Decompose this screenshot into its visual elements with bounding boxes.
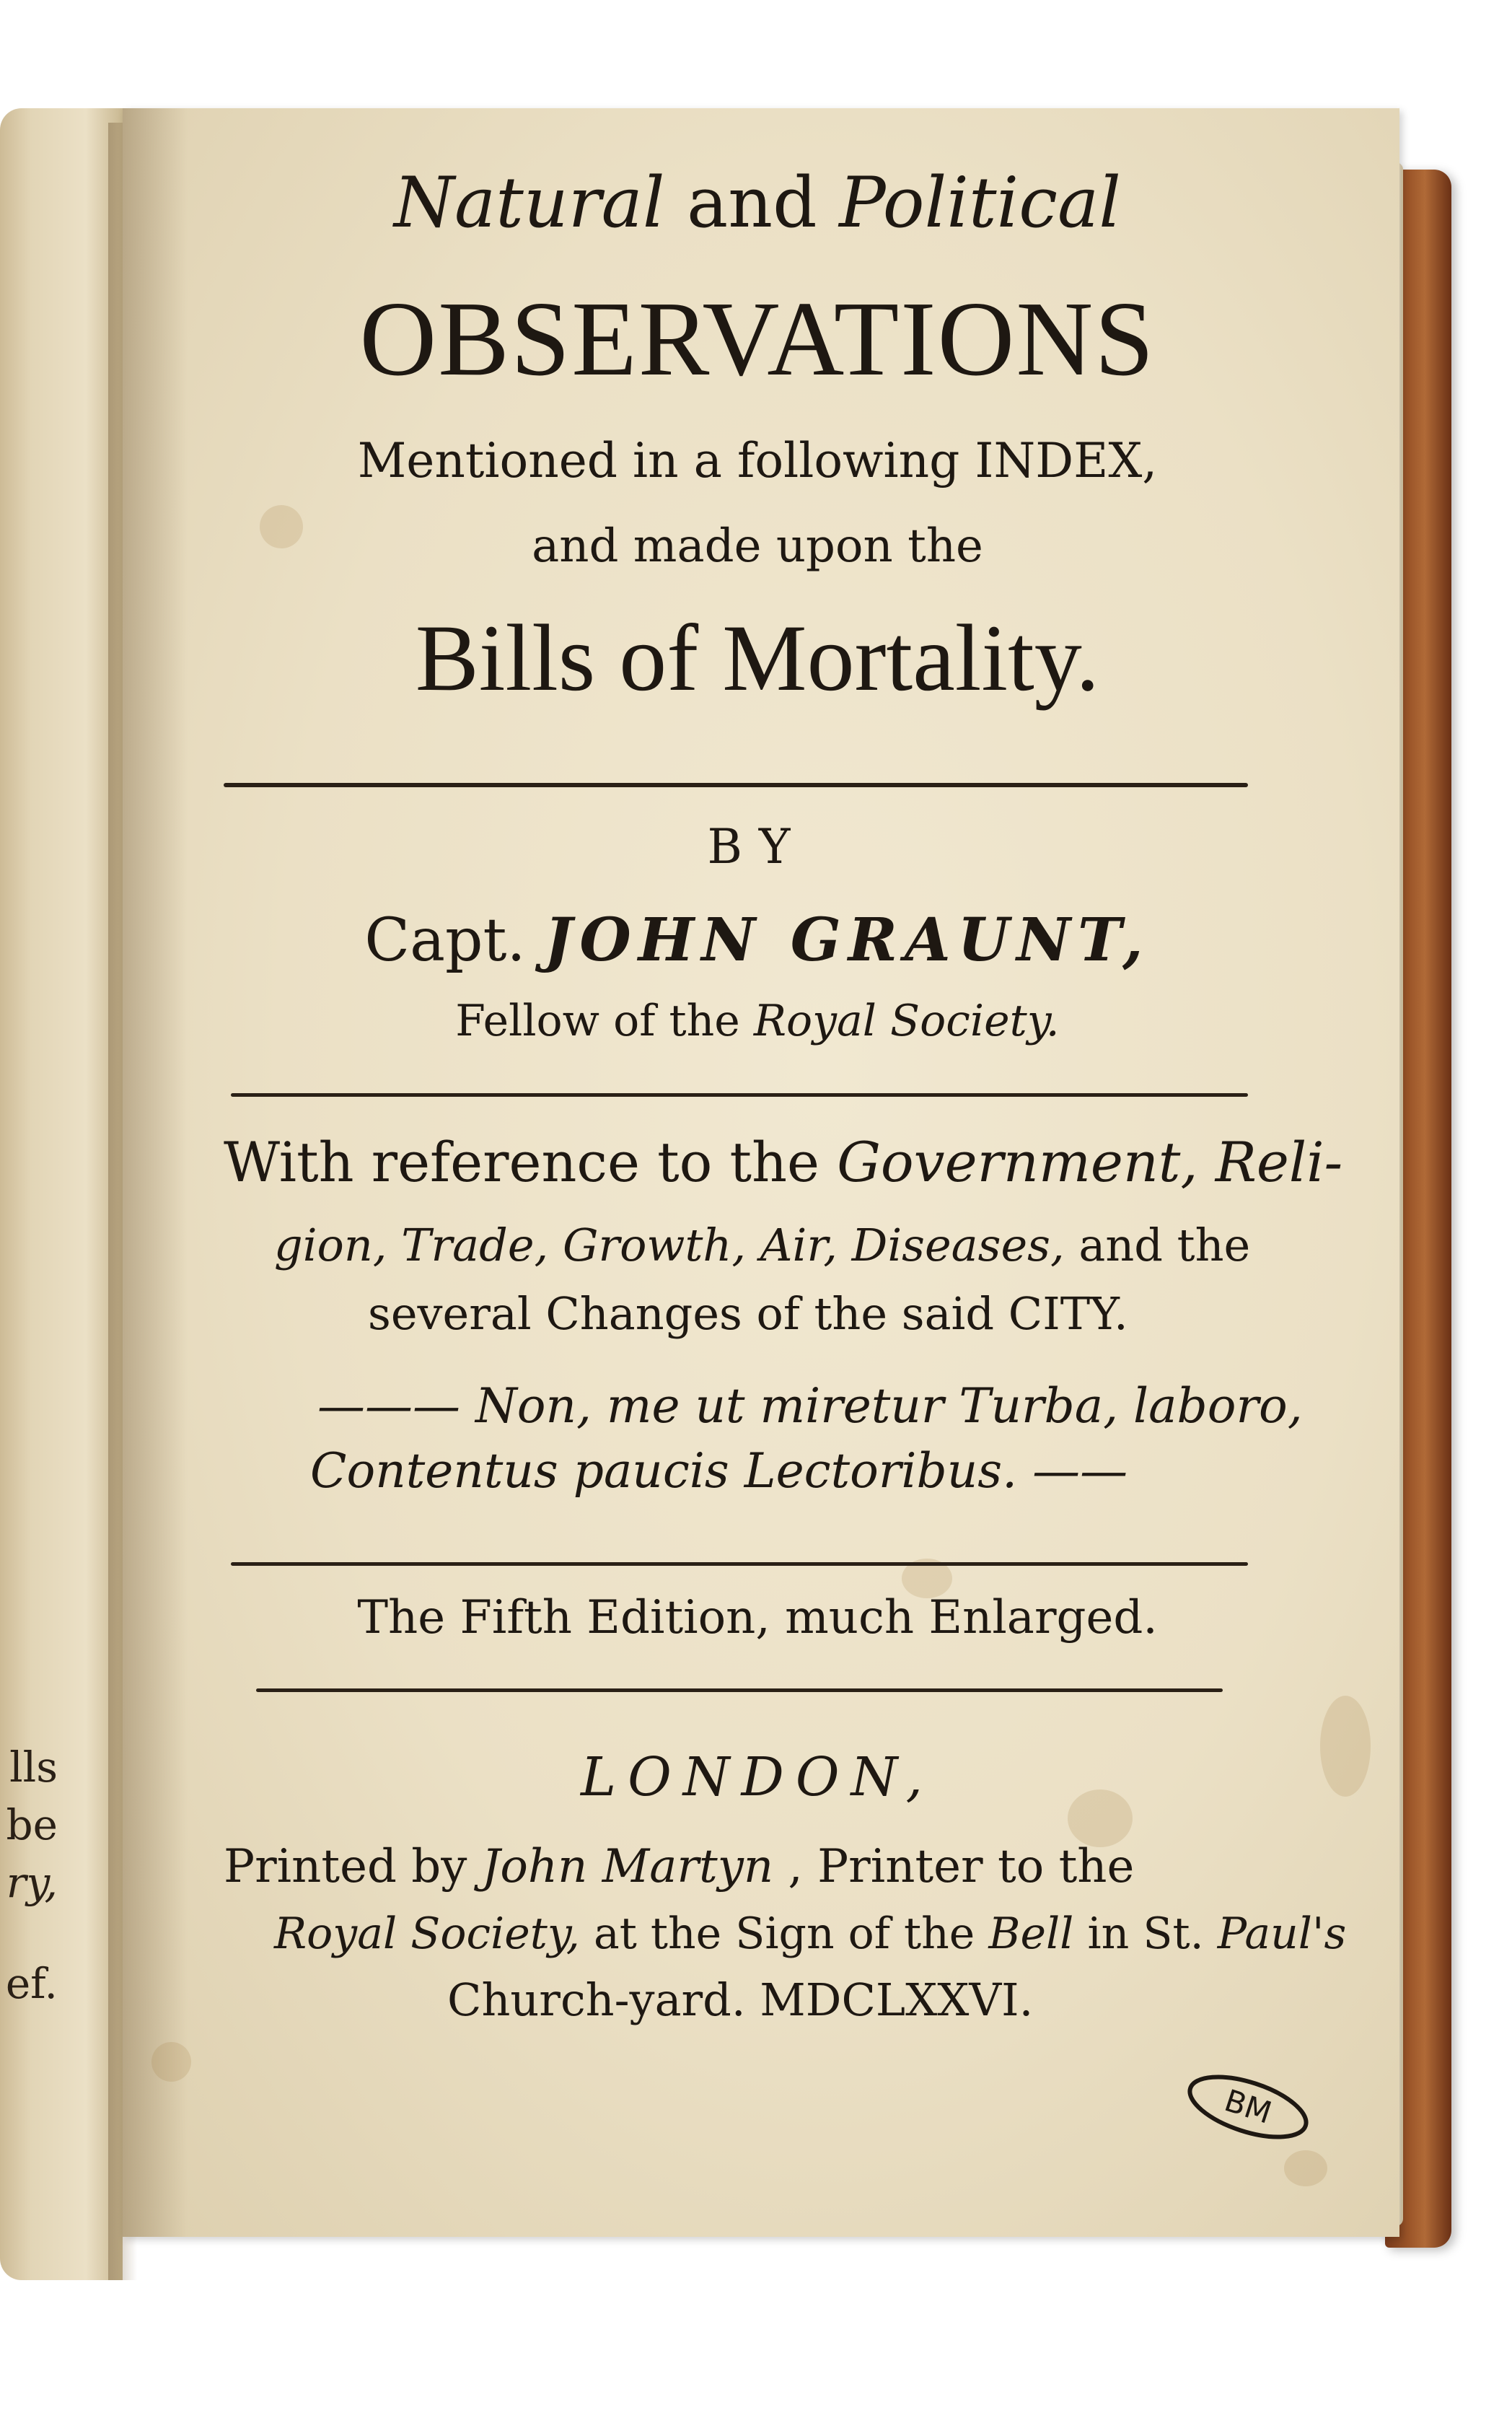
imprint-italic: Royal Society, — [274, 1909, 580, 1959]
divider-rule — [231, 1562, 1248, 1566]
divider-rule — [224, 783, 1248, 787]
left-page-fragment: be — [6, 1800, 58, 1849]
reference-line-1 — [224, 1129, 1343, 1196]
reference-line-3 — [224, 1281, 1248, 1347]
by-line: BY — [707, 819, 808, 875]
divider-rule — [256, 1688, 1223, 1692]
left-page-fragment: ef. — [5, 1959, 58, 2008]
author-affiliation — [188, 996, 1327, 1046]
printer-name: John Martyn — [481, 1840, 774, 1893]
left-page-fragment: ry, — [6, 1858, 58, 1907]
reference-line-3-text: several Changes of the said CITY. — [368, 1287, 1128, 1340]
title-and: and — [664, 162, 840, 243]
gutter-shade — [123, 108, 188, 2237]
foxing-spot — [151, 2042, 191, 2082]
imprint-text: , Printer to the — [773, 1840, 1135, 1893]
foxing-spot — [1320, 1696, 1371, 1797]
reference-plain: With reference to the — [224, 1130, 838, 1194]
imprint-italic: Paul's — [1217, 1909, 1347, 1959]
imprint-text: Printed by — [224, 1840, 482, 1893]
author-line — [188, 906, 1327, 975]
fellow-prefix: Fellow of the — [455, 996, 754, 1046]
title-bills-of-mortality: Bills of Mortality. — [415, 605, 1100, 711]
foxing-spot — [1284, 2150, 1327, 2186]
reference-line-2 — [224, 1212, 1251, 1279]
author-prefix: Capt. — [364, 906, 545, 975]
title-line-1 — [188, 162, 1327, 243]
title-line-3: Mentioned in a following INDEX, — [357, 433, 1158, 488]
motto-line-2: Contentus paucis Lectoribus. —— — [310, 1443, 1128, 1499]
title-natural: Natural — [394, 162, 665, 243]
left-page — [0, 108, 123, 2280]
imprint-line-1 — [224, 1840, 1134, 1893]
imprint-city: LONDON, — [580, 1746, 935, 1808]
edition-line: The Fifth Edition, much Enlarged. — [357, 1591, 1158, 1644]
imprint-line-3: Church-yard. MDCLXXVI. — [447, 1973, 1034, 2026]
reference-plain: and the — [1064, 1219, 1251, 1271]
divider-rule — [231, 1093, 1248, 1097]
imprint-text: in St. — [1073, 1909, 1218, 1959]
imprint-text: at the Sign of the — [579, 1909, 989, 1959]
title-observations: OBSERVATIONS — [359, 280, 1156, 398]
royal-society: Royal Society. — [753, 996, 1060, 1046]
imprint-italic: Bell — [988, 1909, 1074, 1959]
motto-line-1: ——— Non, me ut miretur Turba, laboro, — [317, 1378, 1303, 1434]
reference-italic: Government, Reli- — [837, 1130, 1343, 1194]
bm-stamp-text: BM — [1220, 2082, 1276, 2131]
title-political: Political — [839, 162, 1121, 243]
author-name: JOHN GRAUNT, — [544, 906, 1151, 975]
left-page-fragment: lls — [9, 1743, 58, 1792]
title-line-4: and made upon the — [532, 520, 983, 573]
reference-italic: gion, Trade, Growth, Air, Diseases, — [274, 1219, 1065, 1271]
imprint-line-2 — [274, 1909, 1346, 1959]
